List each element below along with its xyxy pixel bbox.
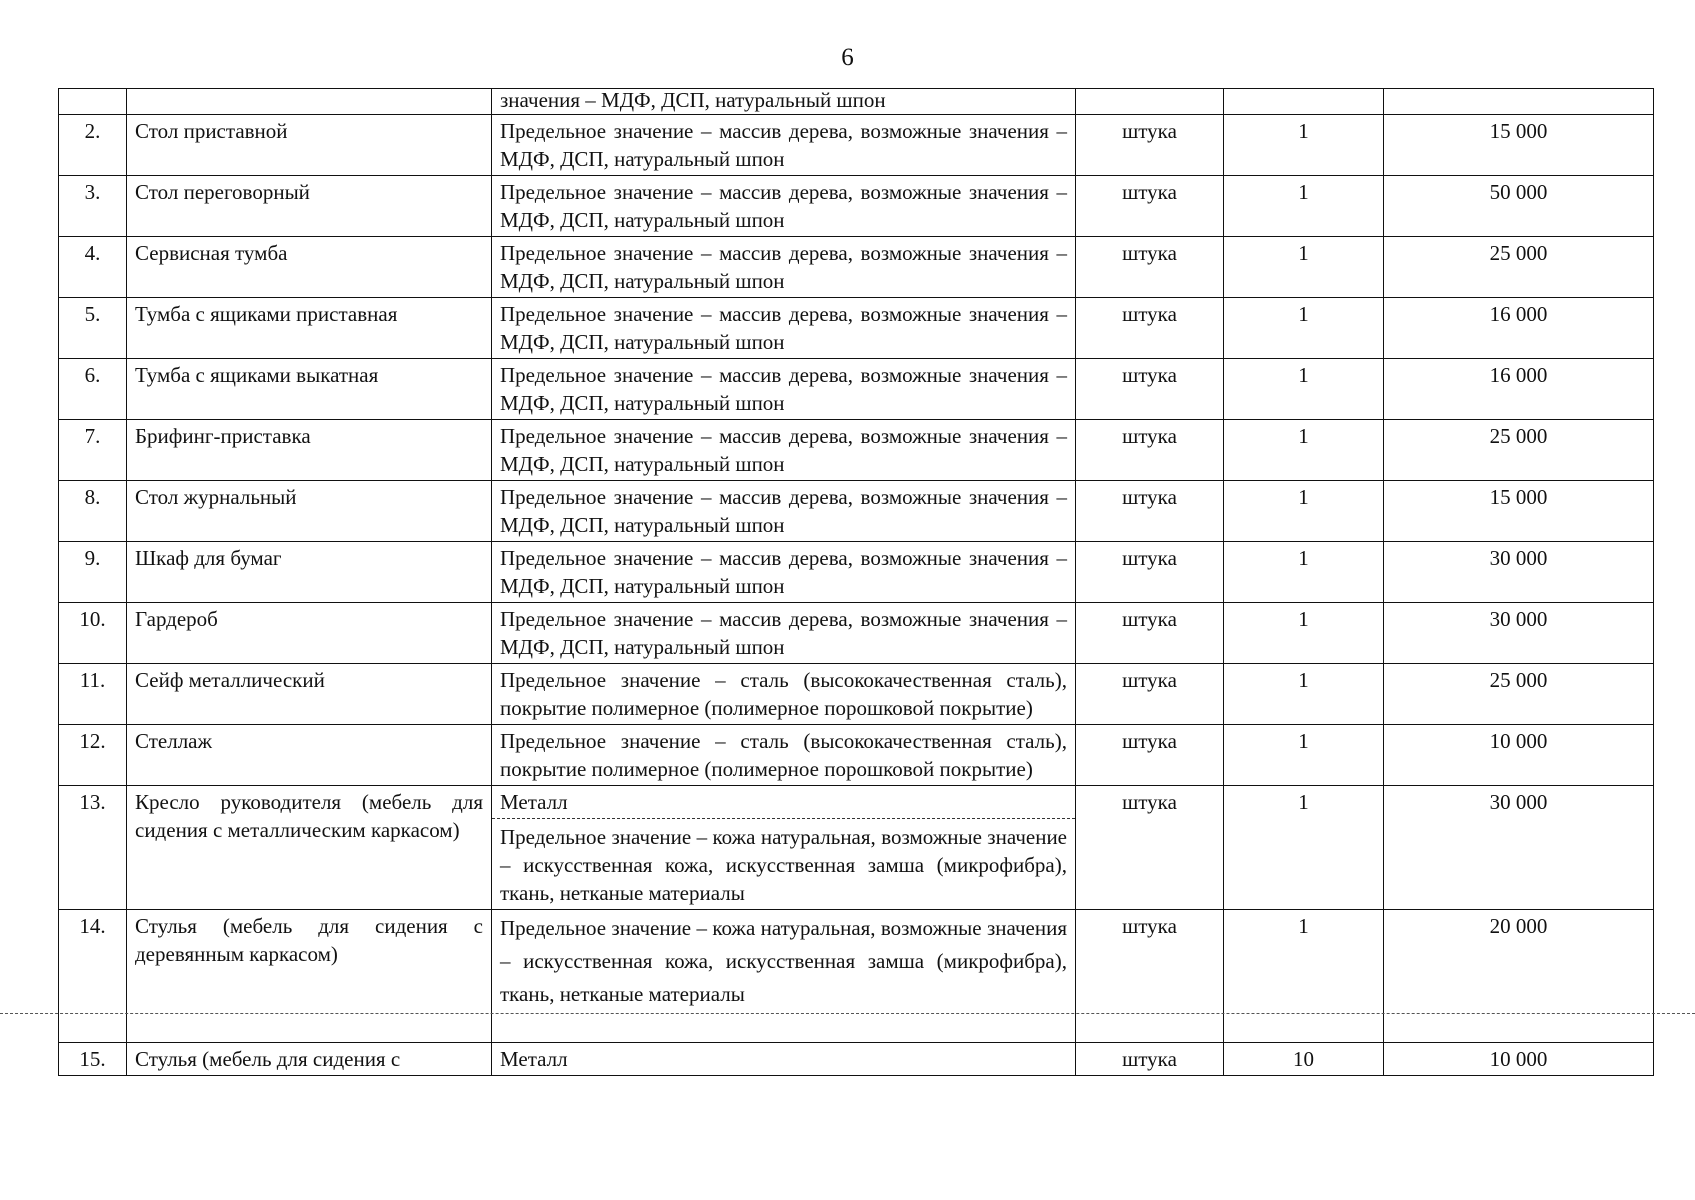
item-characteristics: Предельное значение – массив дерева, возможные значения – МДФ, ДСП, натуральный шпон: [492, 603, 1076, 664]
item-unit: штука: [1076, 786, 1224, 910]
item-quantity: 1: [1224, 603, 1384, 664]
item-name: Стеллаж: [127, 725, 492, 786]
item-name: Стол переговорный: [127, 176, 492, 237]
row-number: 10.: [59, 603, 127, 664]
table-row: [59, 237, 1654, 298]
item-unit: штука: [1076, 420, 1224, 481]
item-price: 15 000: [1384, 481, 1654, 542]
scan-artifact-line: [0, 1013, 1695, 1014]
item-quantity: 1: [1224, 481, 1384, 542]
item-characteristics: Предельное значение – массив дерева, возможные значения – МДФ, ДСП, натуральный шпон: [492, 359, 1076, 420]
item-quantity: 10: [1224, 1043, 1384, 1076]
item-characteristics: Предельное значение – массив дерева, возможные значения – МДФ, ДСП, натуральный шпон: [492, 298, 1076, 359]
row-number: 6.: [59, 359, 127, 420]
page-number: 6: [841, 44, 854, 71]
item-name: Брифинг-приставка: [127, 420, 492, 481]
item-characteristics: Предельное значение – массив дерева, возможные значения – МДФ, ДСП, натуральный шпон: [492, 115, 1076, 176]
item-quantity: 1: [1224, 237, 1384, 298]
row-number: 3.: [59, 176, 127, 237]
item-upholstery: Предельное значение – кожа натуральная, возможные значение – искусственная кожа, искусственная замша (микрофибра), ткань, нетканые материалы: [500, 825, 1067, 905]
item-name: Сервисная тумба: [127, 237, 492, 298]
item-quantity: 1: [1224, 359, 1384, 420]
item-quantity: 1: [1224, 298, 1384, 359]
item-name: Стулья (мебель для сидения с: [127, 1043, 492, 1076]
item-price: [1384, 89, 1654, 115]
item-characteristics: Предельное значение – кожа натуральная, возможные значения – искусственная кожа, искусственная замша (микрофибра), ткань, нетканые материалы: [492, 910, 1076, 1043]
row-number: 13.: [59, 786, 127, 910]
item-characteristics: Предельное значение – массив дерева, возможные значения – МДФ, ДСП, натуральный шпон: [492, 481, 1076, 542]
row-number: 7.: [59, 420, 127, 481]
row-number: 5.: [59, 298, 127, 359]
item-price: 10 000: [1384, 725, 1654, 786]
item-price: 30 000: [1384, 603, 1654, 664]
row-number: 15.: [59, 1043, 127, 1076]
item-price: 25 000: [1384, 420, 1654, 481]
item-name: Стулья (мебель для сидения с деревянным каркасом): [127, 910, 492, 1043]
item-price: 25 000: [1384, 664, 1654, 725]
item-material: Металл: [492, 788, 1075, 819]
row-number: 12.: [59, 725, 127, 786]
item-quantity: 1: [1224, 910, 1384, 1043]
item-quantity: 1: [1224, 664, 1384, 725]
item-characteristics: Предельное значение – сталь (высококачественная сталь), покрытие полимерное (полимерное порошковой покрытие): [492, 725, 1076, 786]
item-name: Тумба с ящиками приставная: [127, 298, 492, 359]
table-row: [59, 176, 1654, 237]
table-row: [59, 115, 1654, 176]
item-quantity: 1: [1224, 725, 1384, 786]
item-name: Сейф металлический: [127, 664, 492, 725]
item-name: Стол приставной: [127, 115, 492, 176]
item-unit: [1076, 89, 1224, 115]
item-name: Тумба с ящиками выкатная: [127, 359, 492, 420]
row-number: 14.: [59, 910, 127, 1043]
table-row-continuation: [59, 89, 1654, 115]
furniture-table: [58, 88, 1654, 1076]
row-number: 4.: [59, 237, 127, 298]
table-row: [59, 481, 1654, 542]
item-characteristics: значения – МДФ, ДСП, натуральный шпон: [492, 89, 1076, 115]
item-quantity: 1: [1224, 115, 1384, 176]
table-row: [59, 725, 1654, 786]
table-row: [59, 298, 1654, 359]
table-row: [59, 420, 1654, 481]
item-characteristics: Предельное значение – массив дерева, возможные значения – МДФ, ДСП, натуральный шпон: [492, 176, 1076, 237]
item-price: 30 000: [1384, 542, 1654, 603]
item-unit: штука: [1076, 115, 1224, 176]
item-unit: штука: [1076, 481, 1224, 542]
item-unit: штука: [1076, 237, 1224, 298]
row-number: 11.: [59, 664, 127, 725]
item-characteristics: Предельное значение – массив дерева, возможные значения – МДФ, ДСП, натуральный шпон: [492, 420, 1076, 481]
table-row: [59, 786, 1654, 910]
item-unit: штука: [1076, 1043, 1224, 1076]
item-price: 30 000: [1384, 786, 1654, 910]
item-unit: штука: [1076, 176, 1224, 237]
row-number: 2.: [59, 115, 127, 176]
item-price: 15 000: [1384, 115, 1654, 176]
item-price: 50 000: [1384, 176, 1654, 237]
row-number: [59, 89, 127, 115]
row-number: 9.: [59, 542, 127, 603]
item-unit: штука: [1076, 603, 1224, 664]
item-unit: штука: [1076, 725, 1224, 786]
row-number: 8.: [59, 481, 127, 542]
item-quantity: 1: [1224, 786, 1384, 910]
item-name: Шкаф для бумаг: [127, 542, 492, 603]
item-unit: штука: [1076, 359, 1224, 420]
table-row: [59, 542, 1654, 603]
item-price: 25 000: [1384, 237, 1654, 298]
item-price: 16 000: [1384, 359, 1654, 420]
item-name: Стол журнальный: [127, 481, 492, 542]
item-quantity: 1: [1224, 542, 1384, 603]
item-unit: штука: [1076, 542, 1224, 603]
item-characteristics: [492, 786, 1076, 910]
item-quantity: 1: [1224, 420, 1384, 481]
table-row: [59, 664, 1654, 725]
item-unit: штука: [1076, 910, 1224, 1043]
item-price: 20 000: [1384, 910, 1654, 1043]
item-price: 10 000: [1384, 1043, 1654, 1076]
item-quantity: 1: [1224, 176, 1384, 237]
table-row: [59, 910, 1654, 1043]
table-row: [59, 1043, 1654, 1076]
item-name: Гардероб: [127, 603, 492, 664]
item-characteristics: Предельное значение – сталь (высококачественная сталь), покрытие полимерное (полимерное порошковой покрытие): [492, 664, 1076, 725]
item-characteristics: Металл: [492, 1043, 1076, 1076]
item-price: 16 000: [1384, 298, 1654, 359]
item-quantity: [1224, 89, 1384, 115]
table-row: [59, 603, 1654, 664]
item-name: [127, 89, 492, 115]
item-characteristics: Предельное значение – массив дерева, возможные значения – МДФ, ДСП, натуральный шпон: [492, 542, 1076, 603]
table-row: [59, 359, 1654, 420]
item-characteristics: Предельное значение – массив дерева, возможные значения – МДФ, ДСП, натуральный шпон: [492, 237, 1076, 298]
item-unit: штука: [1076, 298, 1224, 359]
item-name: Кресло руководителя (мебель для сидения с металлическим каркасом): [127, 786, 492, 910]
item-unit: штука: [1076, 664, 1224, 725]
